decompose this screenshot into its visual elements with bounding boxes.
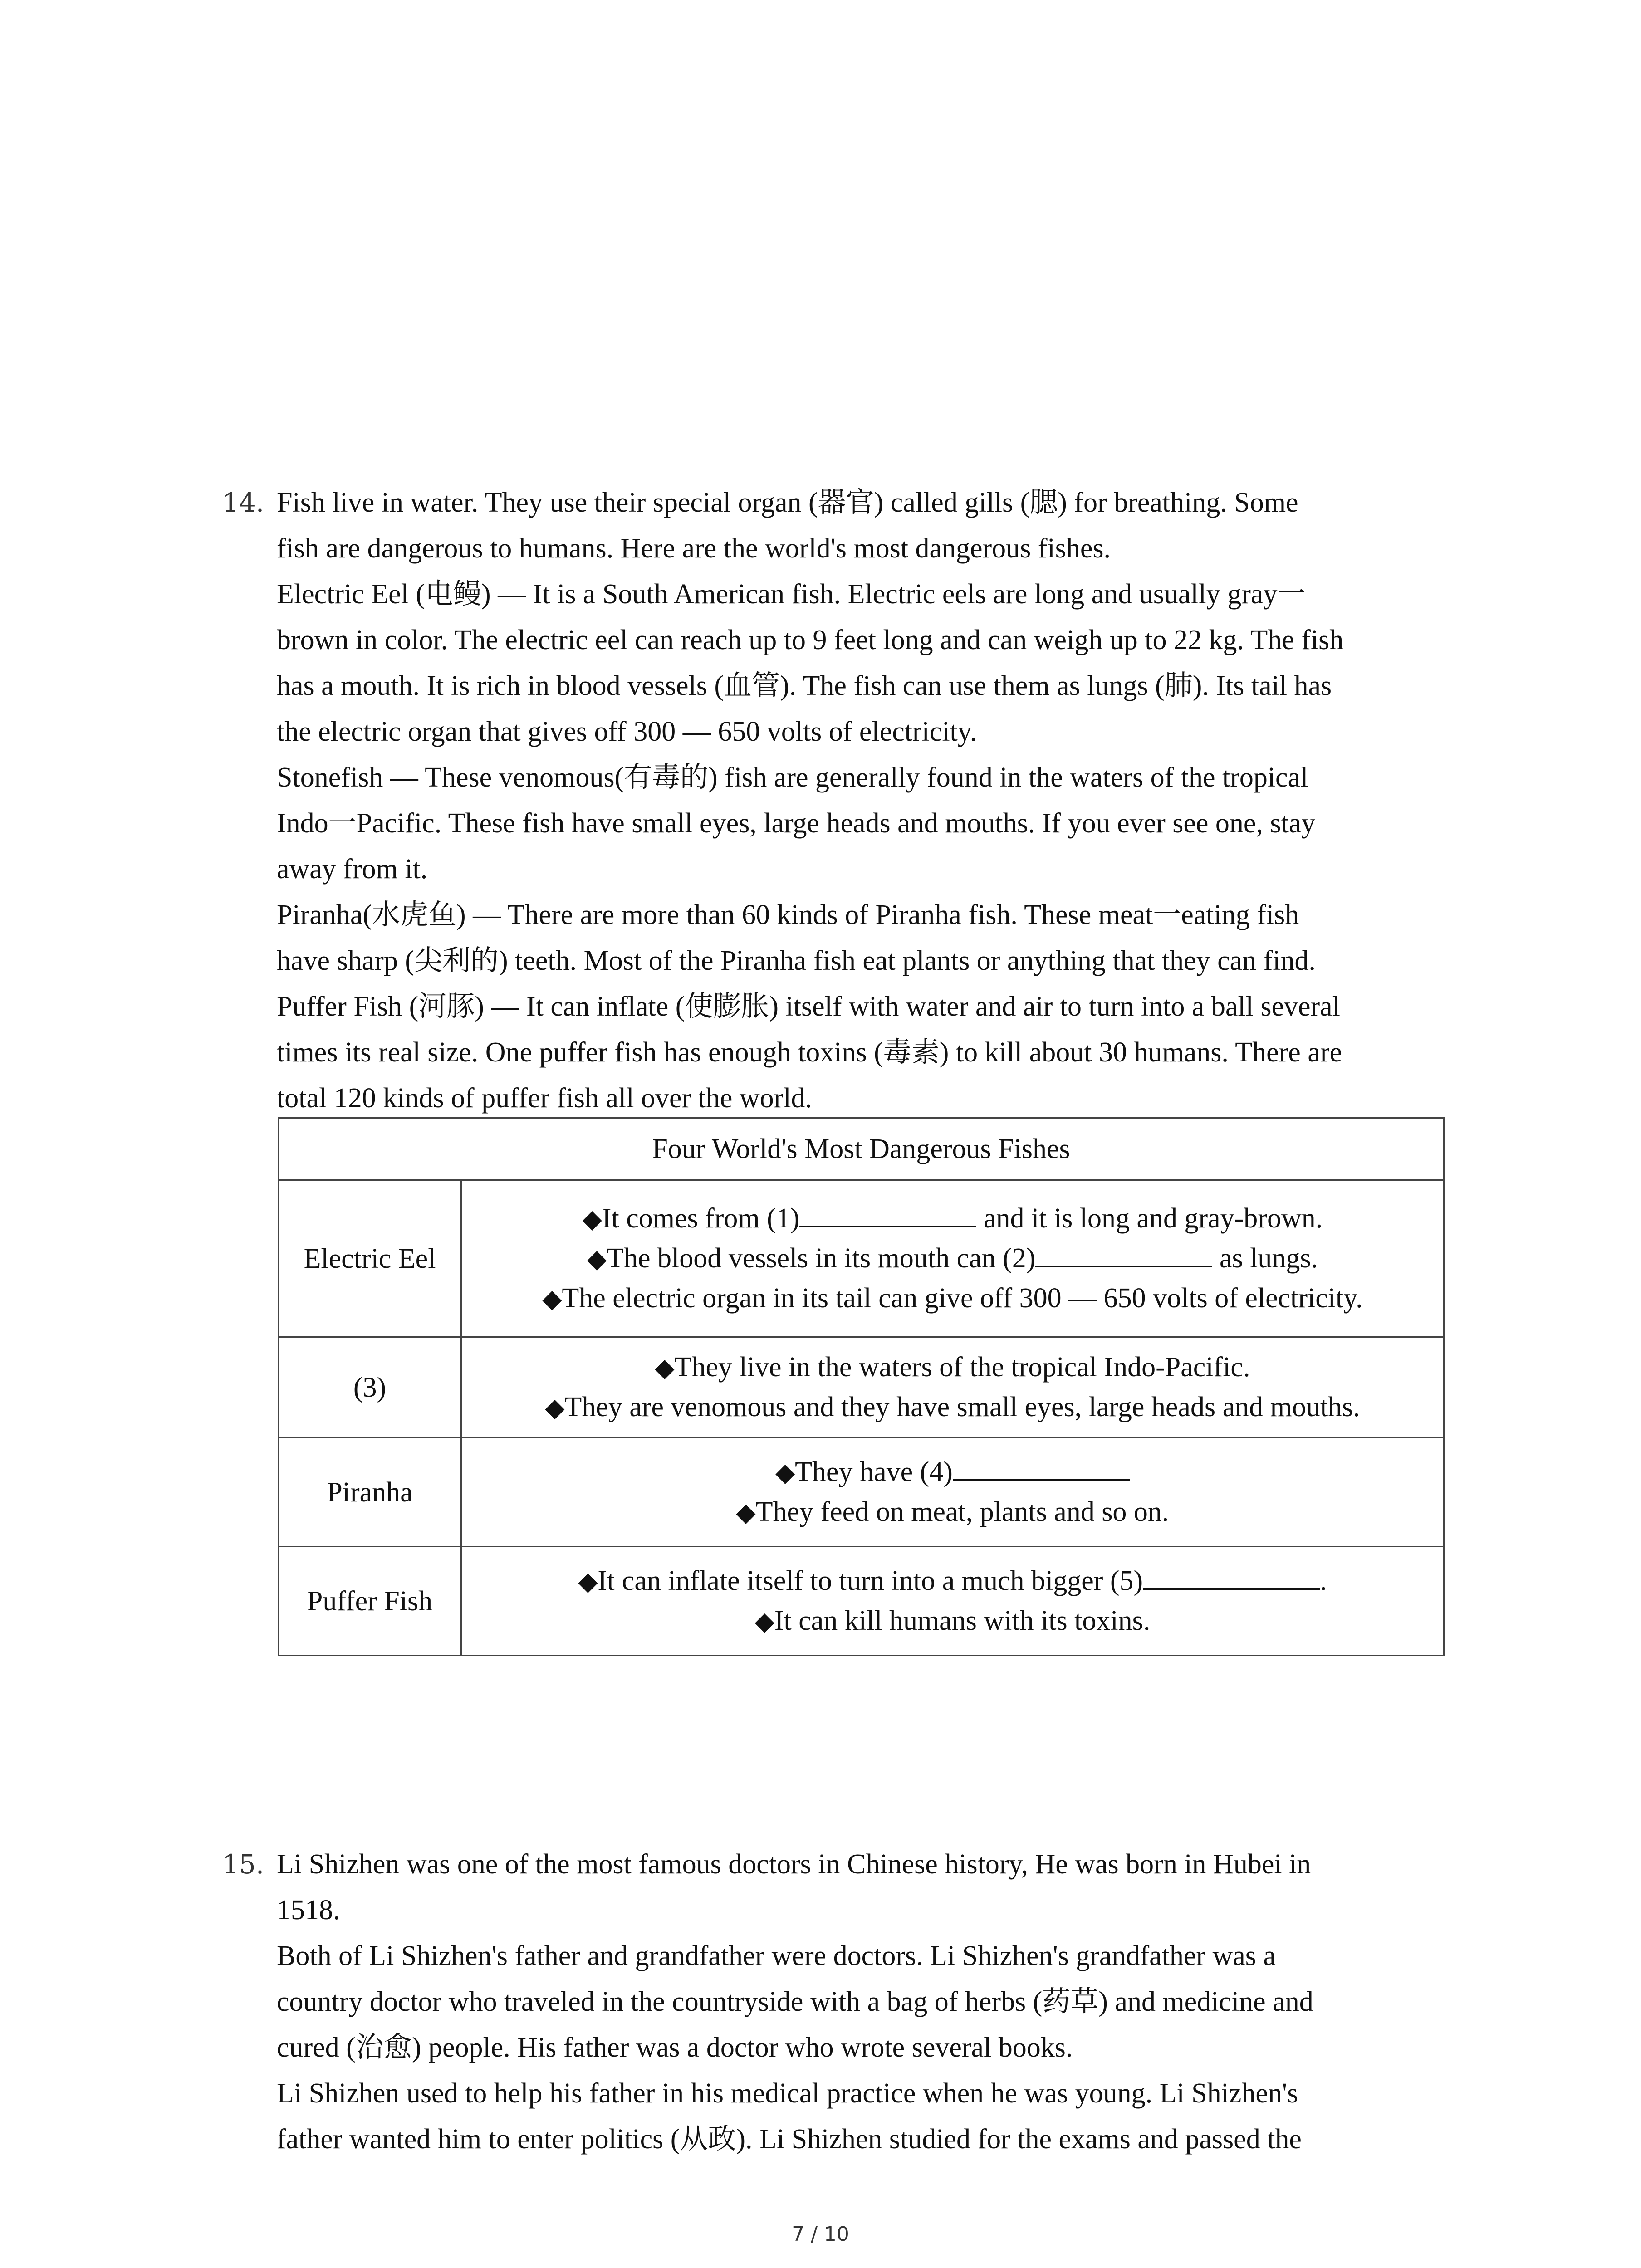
- passage-line: brown in color. The electric eel can reach up to 9 feet long and can weigh up to 22 kg. The fish: [277, 625, 1344, 655]
- passage-line: Indo一Pacific. These fish have small eyes, large heads and mouths. If you ever see one, stay: [277, 808, 1316, 839]
- fish-name-cell: (3): [279, 1337, 461, 1438]
- passage-line: away from it.: [277, 854, 428, 885]
- table-row: [279, 1438, 1444, 1547]
- passage-line: country doctor who traveled in the countryside with a bag of herbs (药草) and medicine and: [277, 1986, 1313, 2017]
- passage-line: fish are dangerous to humans. Here are the world's most dangerous fishes.: [277, 533, 1111, 564]
- diamond-bullet-icon: ◆: [545, 1393, 565, 1422]
- question-number: 14.: [222, 487, 265, 518]
- table-title: Four World's Most Dangerous Fishes: [279, 1118, 1444, 1180]
- answer-blank-2[interactable]: [1035, 1239, 1212, 1267]
- bullet-item: ◆The electric organ in its tail can give off 300 — 650 volts of electricity.: [542, 1282, 1363, 1314]
- diamond-bullet-icon: ◆: [775, 1457, 795, 1487]
- diamond-bullet-icon: ◆: [578, 1566, 598, 1596]
- bullet-item: ◆They are venomous and they have small eyes, large heads and mouths.: [545, 1391, 1360, 1422]
- diamond-bullet-icon: ◆: [587, 1244, 607, 1274]
- bullet-item: ◆They live in the waters of the tropical Indo-Pacific.: [655, 1351, 1250, 1383]
- bullet-item: ◆It comes from (1) and it is long and gray-brown.: [471, 1199, 1434, 1239]
- passage-line: Li Shizhen used to help his father in his medical practice when he was young. Li Shizhen's: [277, 2078, 1298, 2109]
- table-row: [279, 1547, 1444, 1656]
- fish-name-cell: Piranha: [279, 1438, 461, 1547]
- passage-line: cured (治愈) people. His father was a doctor who wrote several books.: [277, 2032, 1073, 2063]
- bullet-item: ◆They feed on meat, plants and so on.: [736, 1496, 1169, 1527]
- fish-table: [278, 1117, 1445, 1656]
- page-number: 7 / 10: [792, 2223, 849, 2246]
- passage-line: Stonefish — These venomous(有毒的) fish are generally found in the waters of the tropical: [277, 762, 1308, 793]
- table-row: [279, 1180, 1444, 1337]
- fish-details-cell: [461, 1337, 1444, 1438]
- fish-details-cell: [461, 1438, 1444, 1547]
- passage-line: father wanted him to enter politics (从政). Li Shizhen studied for the exams and passed the: [277, 2124, 1302, 2155]
- fish-details-cell: [461, 1547, 1444, 1656]
- fish-name-cell: Puffer Fish: [279, 1547, 461, 1656]
- fish-name-cell: Electric Eel: [279, 1180, 461, 1337]
- answer-blank-5[interactable]: [1143, 1562, 1320, 1590]
- passage-line: Puffer Fish (河豚) — It can inflate (使膨胀) itself with water and air to turn into a ball several: [277, 991, 1340, 1022]
- passage-line: total 120 kinds of puffer fish all over the world.: [277, 1083, 813, 1114]
- diamond-bullet-icon: ◆: [655, 1353, 675, 1383]
- diamond-bullet-icon: ◆: [754, 1606, 774, 1636]
- table-row: [279, 1337, 1444, 1438]
- bullet-item: ◆The blood vessels in its mouth can (2) as lungs.: [471, 1239, 1434, 1279]
- passage-line: 1518.: [277, 1895, 340, 1926]
- question-15: [222, 1842, 1447, 2162]
- diamond-bullet-icon: ◆: [582, 1204, 602, 1234]
- diamond-bullet-icon: ◆: [542, 1284, 562, 1314]
- bullet-item: ◆It can inflate itself to turn into a much bigger (5) .: [471, 1561, 1434, 1601]
- question-14: [222, 480, 1447, 1121]
- question-15-line-1: 15. Li Shizhen was one of the most famous doctors in Chinese history, He was born in Hubei in: [222, 1842, 1447, 1887]
- bullet-item: ◆It can kill humans with its toxins.: [754, 1605, 1151, 1636]
- passage-line: Piranha(水虎鱼) — There are more than 60 kinds of Piranha fish. These meat一eating fish: [277, 899, 1299, 930]
- question-14-line-1: 14. Fish live in water. They use their special organ (器官) called gills (腮) for breathing. Some: [222, 480, 1447, 526]
- passage-line: the electric organ that gives off 300 — 650 volts of electricity.: [277, 716, 977, 747]
- passage-line: have sharp (尖利的) teeth. Most of the Piranha fish eat plants or anything that they can find.: [277, 945, 1316, 976]
- passage-line: Electric Eel (电鳗) — It is a South American fish. Electric eels are long and usually gray一: [277, 579, 1306, 610]
- question-number: 15.: [222, 1849, 265, 1880]
- fish-details-cell: [461, 1180, 1444, 1337]
- passage-line: has a mouth. It is rich in blood vessels (血管). The fish can use them as lungs (肺). Its tail has: [277, 670, 1332, 701]
- answer-blank-4[interactable]: [953, 1453, 1130, 1481]
- passage-line: Both of Li Shizhen's father and grandfather were doctors. Li Shizhen's grandfather was a: [277, 1941, 1276, 1971]
- bullet-item: ◆They have (4): [471, 1452, 1434, 1492]
- diamond-bullet-icon: ◆: [736, 1497, 756, 1527]
- passage-line: times its real size. One puffer fish has enough toxins (毒素) to kill about 30 humans. There are: [277, 1037, 1342, 1068]
- answer-blank-1[interactable]: [799, 1199, 976, 1227]
